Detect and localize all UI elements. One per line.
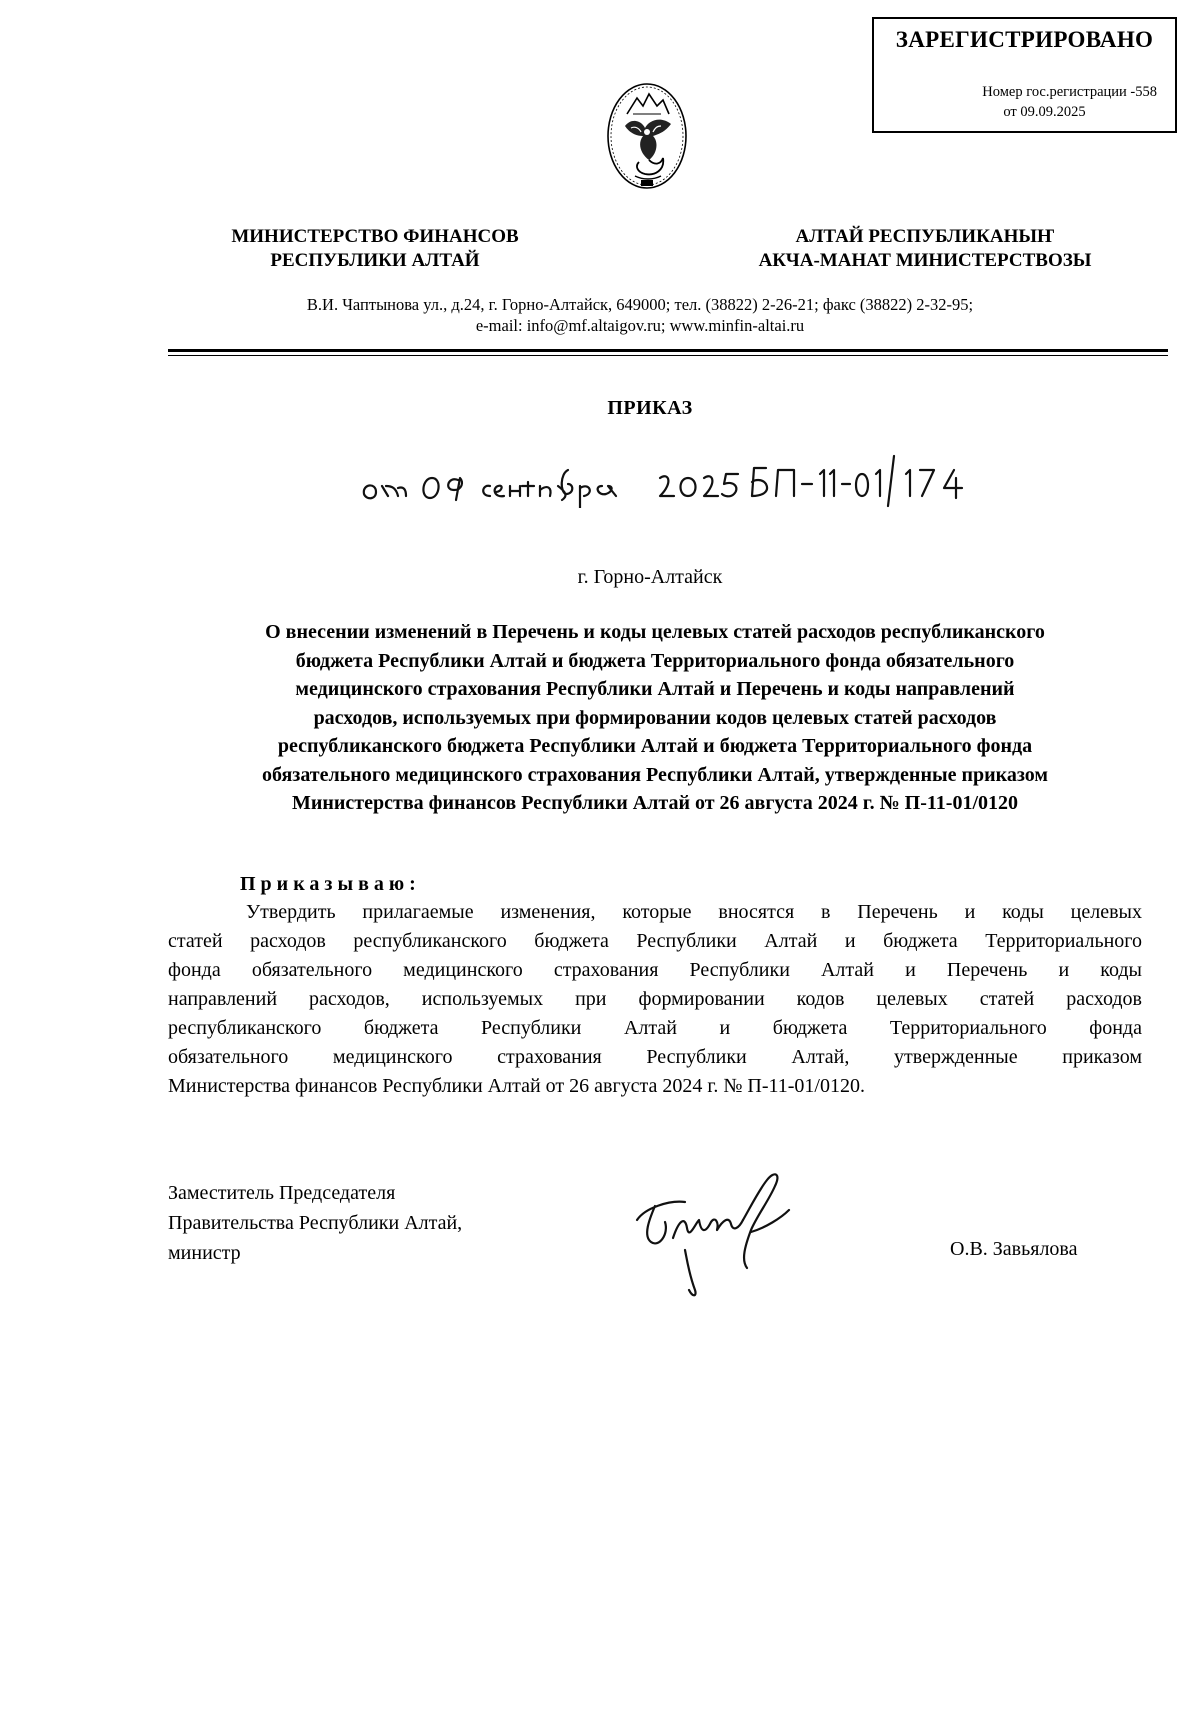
handwritten-date-number — [362, 452, 982, 508]
body-line: обязательного медицинского страхования Республики Алтай, утвержденные приказом — [168, 1046, 1142, 1068]
registration-stamp-title: ЗАРЕГИСТРИРОВАНО — [895, 27, 1154, 52]
registration-number: Номер гос.регистрации -558 — [982, 84, 1157, 100]
ministry-name-altai-line: АКЧА-МАНАТ МИНИСТЕРСТВОЗЫ — [758, 250, 1092, 271]
signer-position-line: министр — [168, 1242, 241, 1264]
document-type: ПРИКАЗ — [607, 397, 693, 419]
signer-position-line: Правительства Республики Алтай, — [168, 1212, 463, 1234]
signer-position — [168, 1178, 462, 1268]
ministry-name-russian-line: РЕСПУБЛИКИ АЛТАЙ — [270, 250, 480, 271]
subject-line: медицинского страхования Республики Алтай и Перечень и коды направлений — [295, 678, 1015, 700]
body-line: Утвердить прилагаемые изменения, которые вносятся в Перечень и коды целевых — [246, 901, 1142, 923]
ministry-address: В.И. Чаптынова ул., д.24, г. Горно-Алтайск, 649000; тел. (38822) 2-26-21; факс (38822) 2-32-95; — [306, 295, 974, 314]
subject-line: бюджета Республики Алтай и бюджета Территориального фонда обязательного — [295, 649, 1015, 672]
ministry-name-russian-line: МИНИСТЕРСТВО ФИНАНСОВ — [231, 226, 519, 247]
body-line: республиканского бюджета Республики Алтай и бюджета Территориального фонда — [168, 1017, 1142, 1039]
subject-line: Министерства финансов Республики Алтай от 26 августа 2024 г. № П-11-01/0120 — [291, 792, 1019, 814]
header-divider-thin — [168, 355, 1168, 356]
subject-line: республиканского бюджета Республики Алтай и бюджета Территориального фонда — [277, 735, 1033, 757]
order-word: Приказываю: — [240, 873, 421, 895]
subject-line: О внесении изменений в Перечень и коды целевых статей расходов республиканского — [265, 621, 1045, 643]
ministry-web: e-mail: info@mf.altaigov.ru; www.minfin-altai.ru — [475, 316, 805, 335]
body-line: Министерства финансов Республики Алтай от 26 августа 2024 г. № П-11-01/0120. — [168, 1075, 865, 1097]
document-city: г. Горно-Алтайск — [577, 566, 723, 588]
registration-stamp — [872, 17, 1177, 133]
document-subject — [170, 618, 1140, 818]
body-line: направлений расходов, используемых при формировании кодов целевых статей расходов — [168, 988, 1142, 1010]
handwritten-signature-icon — [625, 1150, 825, 1300]
signer-name: О.В. Завьялова — [950, 1238, 1078, 1260]
ministry-name-altai-line: АЛТАЙ РЕСПУБЛИКАНЫҤ — [795, 226, 1055, 247]
ministry-name-altai — [715, 225, 1135, 273]
body-line: статей расходов республиканского бюджета Республики Алтай и бюджета Территориального — [168, 930, 1142, 952]
signer-position-line: Заместитель Председателя — [168, 1182, 396, 1204]
subject-line: расходов, используемых при формировании кодов целевых статей расходов — [313, 706, 997, 729]
ministry-name-russian — [195, 225, 555, 273]
header-divider — [168, 349, 1168, 352]
document-body — [168, 898, 1142, 1101]
body-line: фонда обязательного медицинского страхования Республики Алтай и Перечень и коды — [168, 959, 1142, 981]
altai-republic-coat-of-arms-icon — [605, 80, 689, 198]
subject-line: обязательного медицинского страхования Республики Алтай, утвержденные приказом — [261, 763, 1049, 786]
ministry-contacts — [160, 294, 1120, 336]
registration-date: от 09.09.2025 — [1003, 104, 1086, 120]
